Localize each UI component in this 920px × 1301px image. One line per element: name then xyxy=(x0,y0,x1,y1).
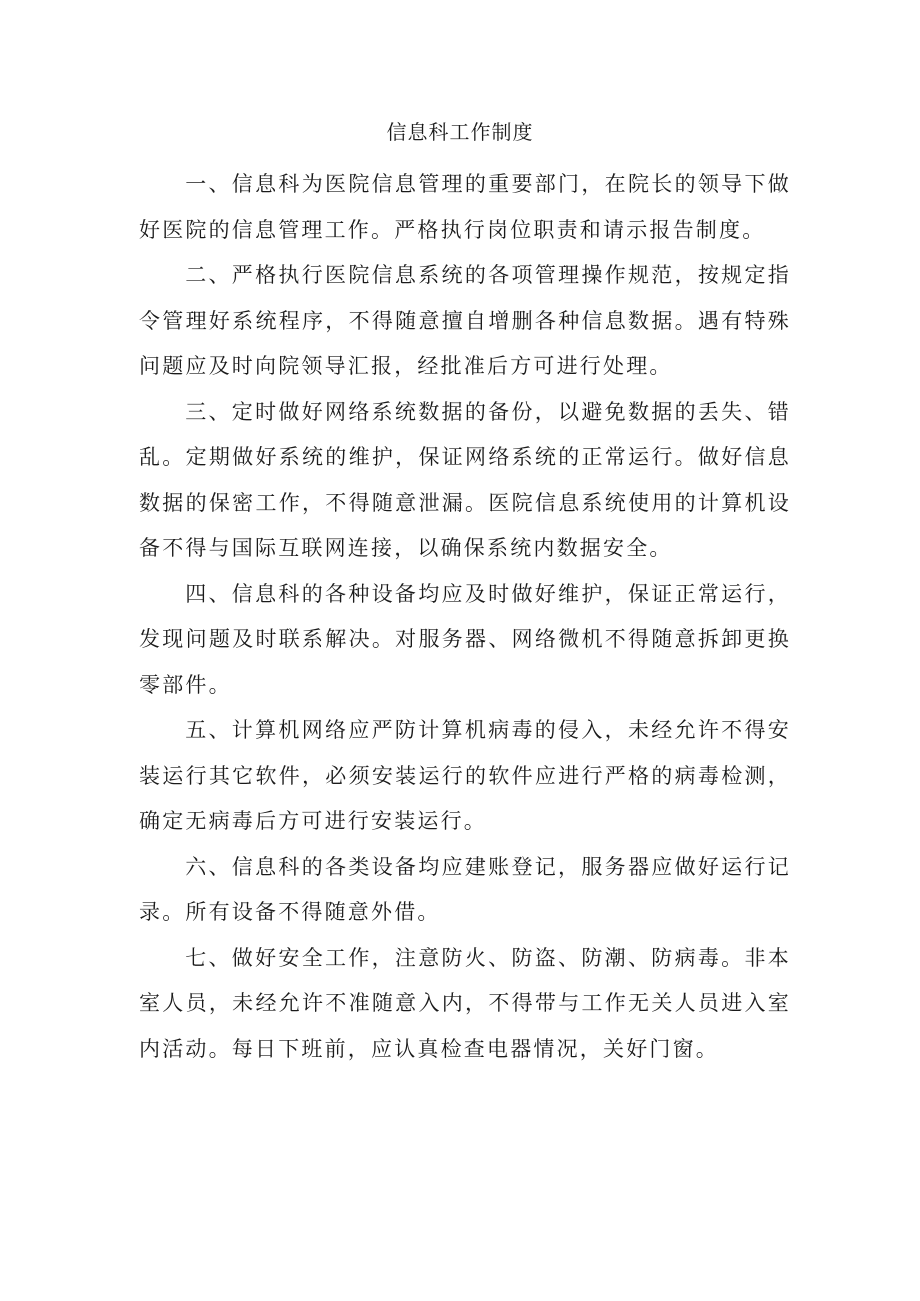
paragraph-3: 三、定时做好网络系统数据的备份，以避免数据的丢失、错乱。定期做好系统的维护，保证网络系统的正常运行。做好信息数据的保密工作，不得随意泄漏。医院信息系统使用的计算机设备不得与国际互联网连接，以确保系统内数据安全。 xyxy=(139,399,791,560)
paragraph-6: 六、信息科的各类设备均应建账登记，服务器应做好运行记录。所有设备不得随意外借。 xyxy=(139,854,791,924)
document-title: 信息科工作制度 xyxy=(386,120,534,144)
paragraph-1: 一、信息科为医院信息管理的重要部门，在院长的领导下做好医院的信息管理工作。严格执行岗位职责和请示报告制度。 xyxy=(139,172,791,242)
paragraph-2: 二、严格执行医院信息系统的各项管理操作规范，按规定指令管理好系统程序，不得随意擅自增删各种信息数据。遇有特殊问题应及时向院领导汇报，经批准后方可进行处理。 xyxy=(139,263,791,378)
document-body xyxy=(139,162,791,1072)
paragraph-7: 七、做好安全工作，注意防火、防盗、防潮、防病毒。非本室人员，未经允许不准随意入内，不得带与工作无关人员进入室内活动。每日下班前，应认真检查电器情况，关好门窗。 xyxy=(139,945,791,1061)
paragraph-4: 四、信息科的各种设备均应及时做好维护，保证正常运行，发现问题及时联系解决。对服务器、网络微机不得随意拆卸更换零部件。 xyxy=(139,581,791,697)
paragraph-5: 五、计算机网络应严防计算机病毒的侵入，未经允许不得安装运行其它软件，必须安装运行的软件应进行严格的病毒检测，确定无病毒后方可进行安装运行。 xyxy=(139,718,791,833)
